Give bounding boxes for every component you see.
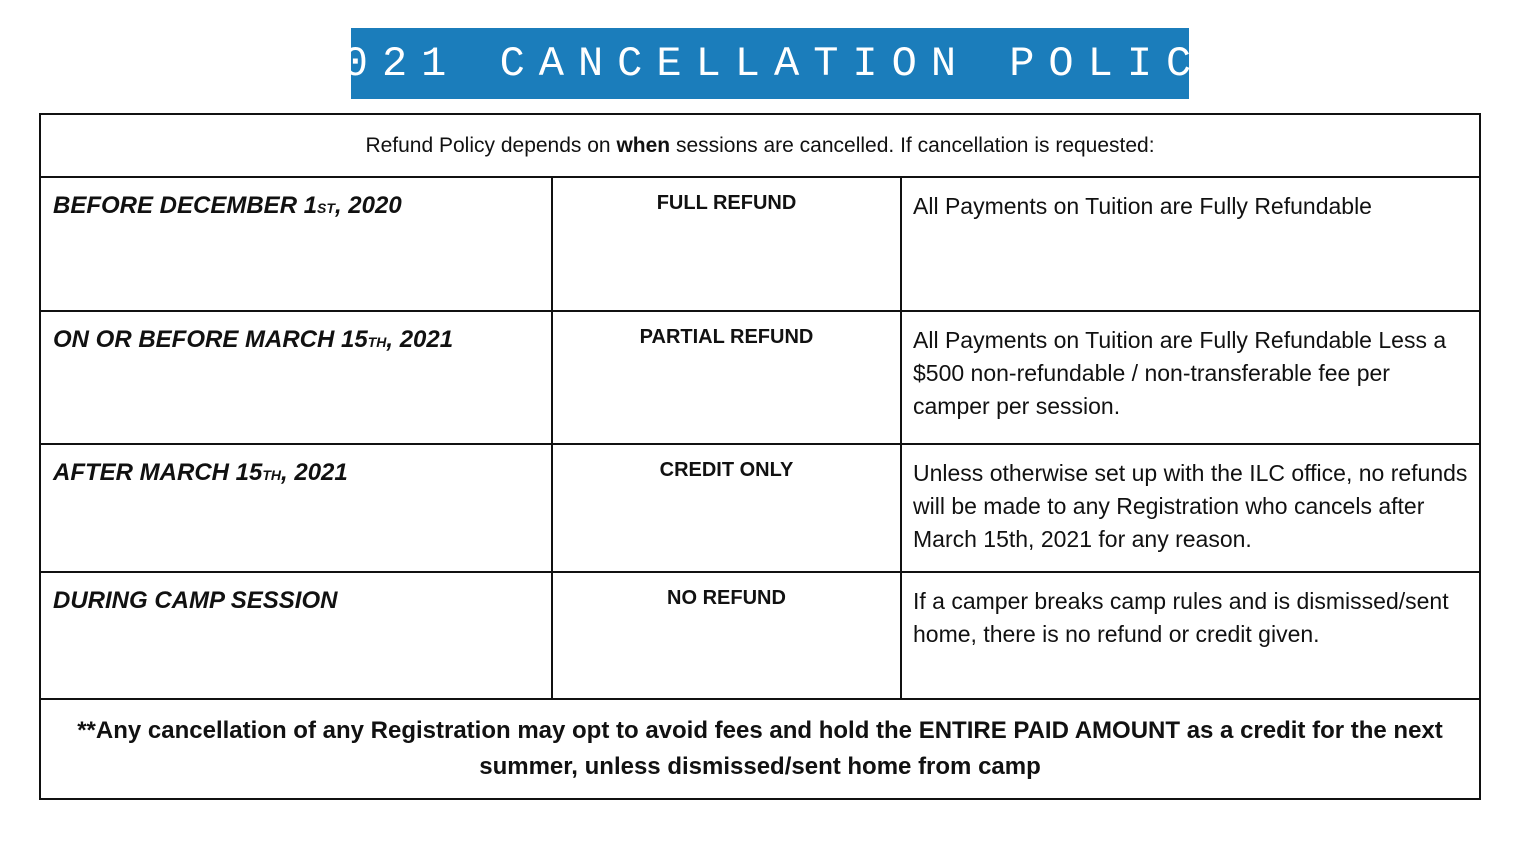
refund-description: Unless otherwise set up with the ILC office, no refunds will be made to any Registration who cancels after March 15th, 2021 for any reason. <box>901 444 1480 572</box>
cancellation-policy-table <box>39 113 1481 800</box>
title-banner <box>303 28 1245 99</box>
timing-cell <box>40 177 552 311</box>
refund-type: CREDIT ONLY <box>552 444 901 572</box>
policy-row <box>40 444 1480 572</box>
timing-cell <box>40 444 552 572</box>
refund-description: All Payments on Tuition are Fully Refundable <box>901 177 1480 311</box>
timing-cell <box>40 572 552 699</box>
ordinal-suffix: TH <box>367 334 387 350</box>
timing-year: , 2021 <box>281 459 348 486</box>
intro-text <box>40 114 1480 177</box>
page-title: 2021 CANCELLATION POLICY <box>303 39 1245 88</box>
timing-label: AFTER MARCH 15 <box>53 459 263 486</box>
refund-type: NO REFUND <box>552 572 901 699</box>
policy-row <box>40 177 1480 311</box>
footer-note: **Any cancellation of any Registration may opt to avoid fees and hold the ENTIRE PAID AMOUNT as a credit for the next summer, unless dismissed/sent home from camp <box>40 699 1480 799</box>
timing-year: , 2021 <box>386 326 454 353</box>
policy-row <box>40 572 1480 699</box>
timing-label: DURING CAMP SESSION <box>53 587 338 614</box>
footer-row <box>40 699 1480 799</box>
timing-cell <box>40 311 552 444</box>
intro-row <box>40 114 1480 177</box>
refund-description: If a camper breaks camp rules and is dismissed/sent home, there is no refund or credit given. <box>901 572 1480 699</box>
refund-type: PARTIAL REFUND <box>552 311 901 444</box>
intro-prefix: Refund Policy depends on <box>365 133 617 157</box>
intro-emphasis: when <box>616 133 671 157</box>
refund-type: FULL REFUND <box>552 177 901 311</box>
ordinal-suffix: ST <box>317 200 335 216</box>
policy-row <box>40 311 1480 444</box>
timing-year: , 2020 <box>334 192 402 219</box>
timing-label: BEFORE DECEMBER 1 <box>53 192 318 219</box>
refund-description: All Payments on Tuition are Fully Refundable Less a $500 non-refundable / non-transferable fee per camper per session. <box>901 311 1480 444</box>
ordinal-suffix: TH <box>262 467 282 483</box>
timing-label: ON OR BEFORE MARCH 15 <box>53 326 368 353</box>
intro-suffix: sessions are cancelled. If cancellation is requested: <box>670 133 1155 157</box>
